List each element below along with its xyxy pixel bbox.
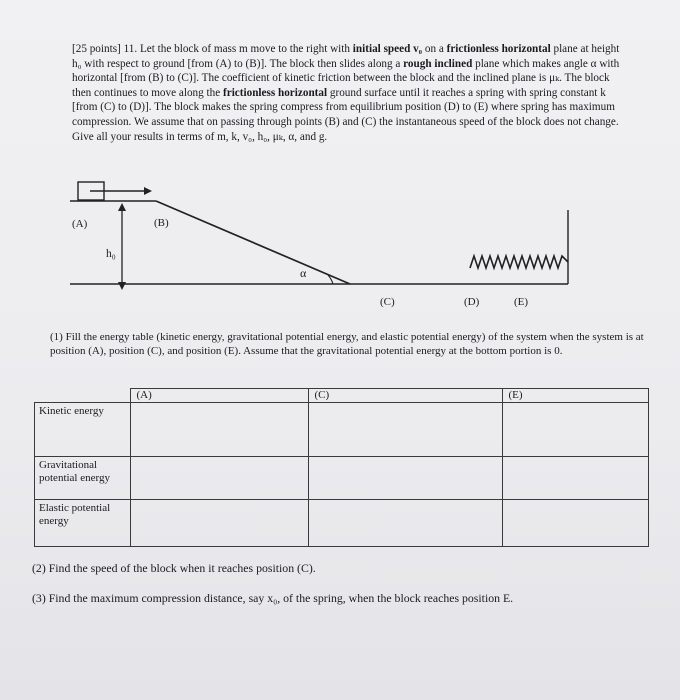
part2-question: (2) Find the speed of the block when it reaches position (C). bbox=[32, 561, 316, 575]
incline-line bbox=[156, 201, 350, 284]
label-a: (A) bbox=[72, 218, 88, 230]
table-header-row bbox=[35, 389, 649, 403]
label-d: (D) bbox=[464, 296, 480, 308]
problem-bold-4: frictionless horizontal bbox=[223, 86, 328, 99]
label-e: (E) bbox=[514, 296, 529, 308]
header-col-a: (A) bbox=[130, 389, 308, 403]
physics-diagram bbox=[60, 180, 620, 320]
cell-elastic-c[interactable] bbox=[308, 500, 502, 547]
problem-text-4: plane which makes angle α with horizontal [from (B) to (C)]. The coefficient of kinetic friction between the block and the inclined plane is μₖ. The block then continues to move along the bbox=[72, 57, 620, 99]
row-label-kinetic: Kinetic energy bbox=[35, 403, 131, 457]
cell-gravitational-e[interactable] bbox=[502, 457, 648, 500]
table-row bbox=[35, 457, 649, 500]
problem-bold-3: rough inclined bbox=[403, 57, 473, 70]
height-arrowhead-down bbox=[118, 282, 126, 290]
cell-gravitational-a[interactable] bbox=[130, 457, 308, 500]
label-c: (C) bbox=[380, 296, 395, 308]
header-col-c: (C) bbox=[308, 389, 502, 403]
cell-kinetic-a[interactable] bbox=[130, 403, 308, 457]
energy-table bbox=[34, 388, 649, 547]
label-h0: h₀ bbox=[106, 248, 116, 260]
label-b: (B) bbox=[154, 217, 169, 229]
spring-coil bbox=[470, 256, 568, 268]
cell-kinetic-c[interactable] bbox=[308, 403, 502, 457]
cell-gravitational-c[interactable] bbox=[308, 457, 502, 500]
cell-elastic-a[interactable] bbox=[130, 500, 308, 547]
table-row bbox=[35, 403, 649, 457]
row-label-elastic: Elastic potential energy bbox=[35, 500, 131, 547]
problem-statement bbox=[72, 42, 628, 144]
problem-text-3: plane at height h₀ with respect to ground [from (A) to (B)]. The block then slides along a bbox=[72, 43, 620, 70]
part1-instructions: (1) Fill the energy table (kinetic energy, gravitational potential energy, and elastic potential energy) of the system when the system is at position (A), position (C), and position (E). Assume that the gravitational potential energy at the bottom portion is 0. bbox=[50, 331, 644, 357]
header-empty-cell bbox=[35, 389, 131, 403]
cell-kinetic-e[interactable] bbox=[502, 403, 648, 457]
part3-question: (3) Find the maximum compression distance, say x₀, of the spring, when the block reaches position E. bbox=[32, 591, 514, 605]
problem-text-5: ground surface until it reaches a spring with spring constant k [from (C) to (D)]. The block makes the spring compress from equilibrium position (D) to (E) where spring has maximum compression. We assume that on passing through points (B) and (C) the instantaneous speed of the block does not change. Give all your results in terms of m, k, v₀, h₀, μₖ, α, and g. bbox=[72, 86, 619, 143]
cell-elastic-e[interactable] bbox=[502, 500, 648, 547]
label-alpha: α bbox=[300, 266, 307, 280]
row-label-gravitational: Gravitational potential energy bbox=[35, 457, 131, 500]
velocity-arrowhead bbox=[144, 187, 152, 195]
table-row bbox=[35, 500, 649, 547]
height-arrowhead-up bbox=[118, 203, 126, 211]
diagram-drawing bbox=[60, 180, 620, 320]
problem-header: [25 points] 11. bbox=[72, 43, 138, 55]
problem-bold-2: frictionless horizontal bbox=[446, 43, 551, 55]
problem-bold-1: initial speed v₀ bbox=[352, 43, 423, 55]
problem-text-1: Let the block of mass m move to the right with bbox=[137, 43, 353, 55]
header-col-e: (E) bbox=[502, 389, 648, 403]
problem-text-2: on a bbox=[422, 43, 447, 55]
